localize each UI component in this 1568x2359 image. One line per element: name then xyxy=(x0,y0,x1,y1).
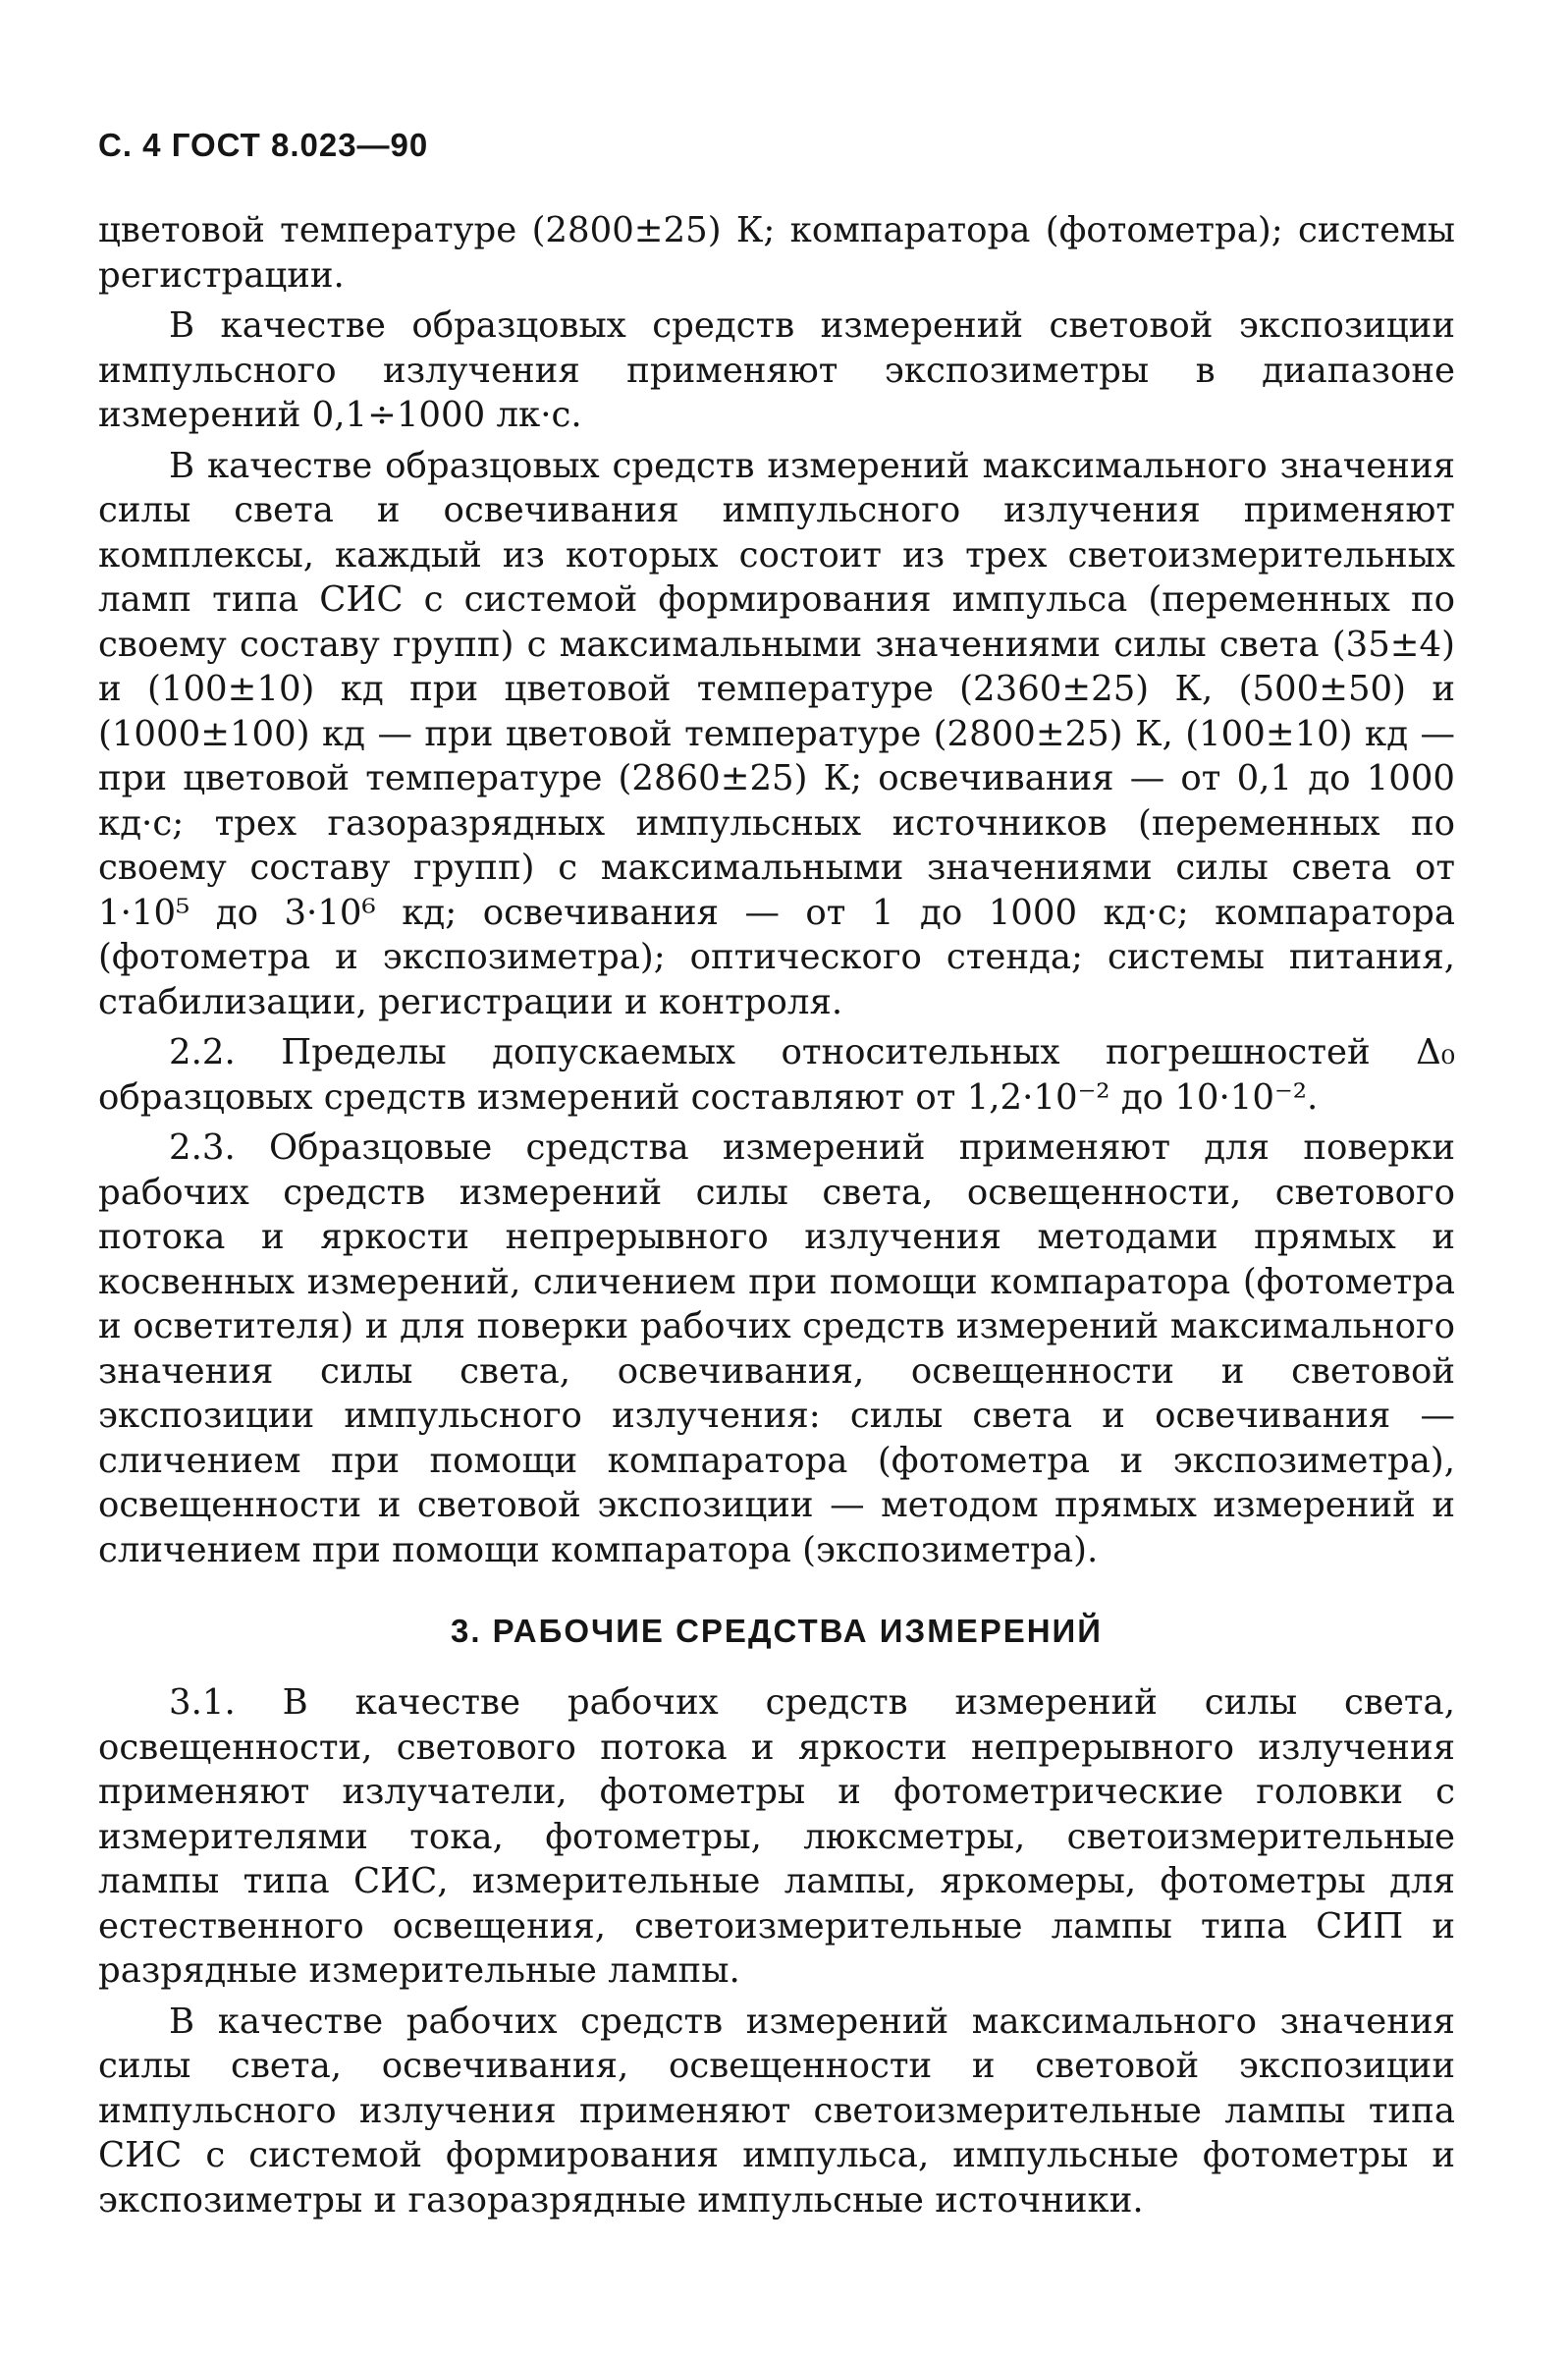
paragraph-2-2: 2.2. Пределы допускаемых относительных погрешностей Δ₀ образцовых средств измерений составляют от 1,2·10⁻² до 10·10⁻². xyxy=(98,1032,1455,1118)
document-page xyxy=(98,126,1455,2228)
paragraph-3-1-pulse: В качестве рабочих средств измерений максимального значения силы света, освечивания, освещенности и световой экспозиции импульсного излучения применяют светоизмерительные лампы типа СИС с системой формирования импульса, импульсные фотометры и экспозиметры и газоразрядные импульсные источники. xyxy=(98,2001,1455,2221)
paragraph-2-3: 2.3. Образцовые средства измерений применяют для поверки рабочих средств измерений силы света, освещенности, светового потока и яркости непрерывного излучения методами прямых и косвенных измерений, сличением при помощи компаратора (фотометра и осветителя) и для поверки рабочих средств измерений максимального значения силы света, освечивания, освещенности и световой экспозиции импульсного излучения: силы света и освечивания — сличением при помощи компаратора (фотометра и экспозиметра), освещенности и световой экспозиции — методом прямых измерений и сличением при помощи компаратора (экспозиметра). xyxy=(98,1127,1455,1570)
section-3-title: 3. РАБОЧИЕ СРЕДСТВА ИЗМЕРЕНИЙ xyxy=(450,1613,1103,1649)
paragraph-continuation: цветовой температуре (2800±25) К; компаратора (фотометра); системы регистрации. xyxy=(98,210,1455,296)
paragraph-exposure-meters: В качестве образцовых средств измерений световой экспозиции импульсного излучения применяют экспозиметры в диапазоне измерений 0,1÷1000 лк·с. xyxy=(98,305,1455,435)
paragraph-3-1: 3.1. В качестве рабочих средств измерений силы света, освещенности, светового потока и яркости непрерывного излучения применяют излучатели, фотометры и фотометрические головки с измерителями тока, фотометры, люксметры, светоизмерительные лампы типа СИС, измерительные лампы, яркомеры, фотометры для естественного освещения, светоизмерительные лампы типа СИП и разрядные измерительные лампы. xyxy=(98,1682,1455,1991)
page-header: С. 4 ГОСТ 8.023—90 xyxy=(98,127,429,163)
paragraph-pulse-complexes: В качестве образцовых средств измерений максимального значения силы света и освечивания импульсного излучения применяют комплексы, каждый из которых состоит из трех светоизмерительных ламп типа СИС с системой формирования импульса (переменных по своему составу групп) с максимальными значениями силы света (35±4) и (100±10) кд при цветовой температуре (2360±25) К, (500±50) и (1000±100) кд — при цветовой температуре (2800±25) К, (100±10) кд — при цветовой температуре (2860±25) К; освечивания — от 0,1 до 1000 кд·с; трех газоразрядных импульсных источников (переменных по своему составу групп) с максимальными значениями силы света от 1·10⁵ до 3·10⁶ кд; освечивания — от 1 до 1000 кд·с; компаратора (фотометра и экспозиметра); оптического стенда; системы питания, стабилизации, регистрации и контроля. xyxy=(98,445,1455,1022)
